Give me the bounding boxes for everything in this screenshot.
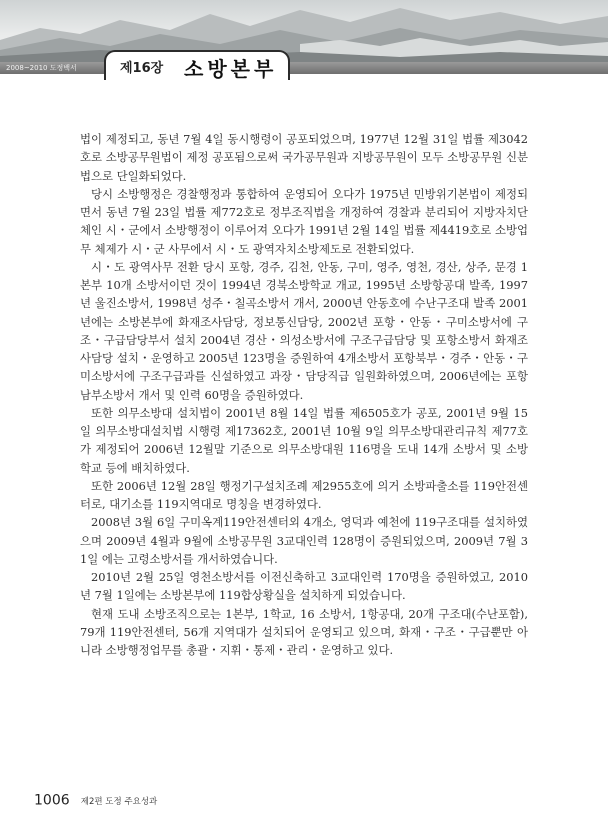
paragraph: 또한 의무소방대 설치법이 2001년 8월 14일 법률 제6505호가 공포, 2001년 9월 15일 의무소방대설치법 시행령 제17362호, 2001년 10월 9일 의무소방대관리규칙 제77호가 제정되어 2006년 12월말 기준으로 의무소방대원 116명을 도내 14개 소방서 및 소방학교 등에 배치하였다. [80, 405, 528, 475]
paragraph: 법이 제정되고, 동년 7월 4일 동시행령이 공포되었으며, 1977년 12월 31일 법률 제3042호로 소방공무원법이 제정 공포됨으로써 국가공무원과 지방공무원이 모두 소방공무원 신분법으로 단일화되었다. [80, 132, 528, 183]
page-number: 1006 [34, 792, 70, 809]
body-text [80, 130, 528, 659]
paragraph: 2008년 3월 6일 구미옥계119안전센터외 4개소, 영덕과 예천에 119구조대를 설치하였으며 2009년 4월과 9월에 소방공무원 3교대인력 128명이 증원되었으며, 2009년 7월 31일 에는 고령소방서를 개서하였습니다. [80, 515, 528, 566]
paragraph: 또한 2006년 12월 28일 행정기구설치조례 제2955호에 의거 소방파출소를 119안전센터로, 대기소를 119지역대로 명칭을 변경하였다. [80, 478, 528, 511]
header-gray-bar [0, 62, 608, 74]
chapter-number: 제16장 [120, 61, 164, 76]
part-label: 제2편 도정 주요성과 [80, 796, 158, 807]
paragraph: 시・도 광역사무 전환 당시 포항, 경주, 김천, 안동, 구미, 영주, 영천, 경산, 상주, 문경 1본부 10개 소방서이던 것이 1994년 경북소방학교 개교, 1995년 소방항공대 발족, 1997년 울진소방서, 1998년 성주・칠곡소방서 개서, 2000년 안동호에 수난구조대 발족 2001년에는 소방본부에 화재조사담당, 정보통신담당, 2002년 포항・안동・구미소방서에 구조・구급담당부서 설치 2004년 경산・의성소방서에 구조구급담당 및 포항소방서 화재조사담당 설치・운영하고 2005년 123명을 증원하여 4개소방서 포항북부・경주・안동・구미소방서에 구조구급과를 신설하였고 과장・담당직급 일원화하였으며, 2006년에는 포항남부소방서 개서 및 인력 60명을 증원하였다. [80, 259, 528, 402]
header-landscape-image [0, 0, 608, 62]
chapter-tab [104, 50, 290, 80]
page-footer [34, 790, 157, 810]
mountain-landscape-illustration [0, 0, 608, 62]
chapter-title: 소방본부 [184, 57, 278, 81]
paragraph: 당시 소방행정은 경찰행정과 통합하여 운영되어 오다가 1975년 민방위기본법이 제정되면서 동년 7월 23일 법률 제772호로 정부조직법을 개정하여 경찰과 분리되어 지방자치단체인 시・군에서 소방행정이 이루어져 오다가 1991년 2월 14일 법률 제4419호로 소방업무 체제가 시・군 사무에서 시・도 광역자치소방제도로 전환되었다. [80, 186, 528, 256]
paragraph: 현재 도내 소방조직으로는 1본부, 1학교, 16 소방서, 1항공대, 20개 구조대(수난포함), 79개 119안전센터, 56개 지역대가 설치되어 운영되고 있으며, 화재・구조・구급뿐만 아니라 소방행정업무를 총괄・지휘・통제・관리・운영하고 있다. [80, 606, 528, 657]
paragraph: 2010년 2월 25일 영천소방서를 이전신축하고 3교대인력 170명을 증원하였고, 2010년 7월 1일에는 소방본부에 119합상황실을 설치하게 되었습니다. [80, 570, 528, 603]
series-label: 2008~2010 도정백서 [6, 64, 77, 72]
